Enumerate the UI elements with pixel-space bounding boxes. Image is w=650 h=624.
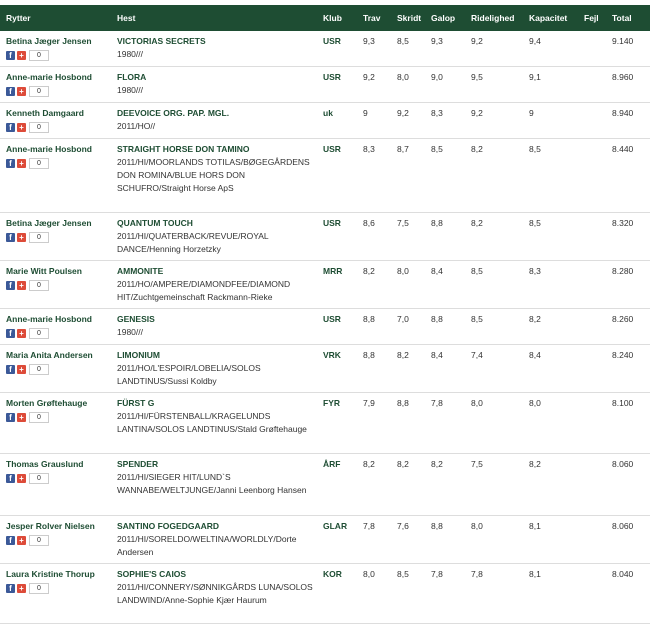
trav-cell: 8,2 <box>357 454 391 516</box>
horse-cell <box>111 393 317 454</box>
rider-name[interactable]: Anne-marie Hosbond <box>6 144 92 154</box>
horse-name[interactable]: LIMONIUM <box>117 350 160 360</box>
ridelighed-cell: 8,2 <box>465 213 523 261</box>
kapacitet-cell: 8,2 <box>523 309 578 345</box>
facebook-icon[interactable]: f <box>6 329 15 338</box>
galop-cell: 8,2 <box>425 454 465 516</box>
rider-cell <box>0 139 111 213</box>
galop-cell: 9,0 <box>425 67 465 103</box>
google-plus-icon[interactable]: + <box>17 474 26 483</box>
galop-cell: 9,3 <box>425 31 465 67</box>
col-rytter[interactable]: Rytter <box>6 13 31 23</box>
total-cell: 9.140 <box>606 31 650 67</box>
galop-cell: 8,5 <box>425 139 465 213</box>
table-row <box>0 213 650 261</box>
fejl-cell <box>578 139 606 213</box>
kapacitet-cell: 8,0 <box>523 393 578 454</box>
klub-cell: USR <box>317 67 357 103</box>
facebook-icon[interactable]: f <box>6 365 15 374</box>
horse-pedigree: 1980/// <box>117 49 143 59</box>
trav-cell: 8,8 <box>357 309 391 345</box>
skridt-cell: 7,5 <box>391 213 425 261</box>
total-cell: 8.960 <box>606 67 650 103</box>
fejl-cell <box>578 31 606 67</box>
google-plus-icon[interactable]: + <box>17 123 26 132</box>
klub-cell: uk <box>317 103 357 139</box>
rider-name[interactable]: Betina Jæger Jensen <box>6 36 92 46</box>
trav-cell: 8,6 <box>357 213 391 261</box>
horse-pedigree: 2011/HI/CONNERY/SØNNIKGÅRDS LUNA/SOLOS LANDWIND/Anne-Sophie Kjær Haurum <box>117 582 313 605</box>
galop-cell: 8,8 <box>425 309 465 345</box>
skridt-cell: 8,2 <box>391 454 425 516</box>
horse-name[interactable]: DEEVOICE ORG. PAP. MGL. <box>117 108 230 118</box>
total-cell: 8.940 <box>606 103 650 139</box>
total-cell: 8.440 <box>606 139 650 213</box>
rider-name[interactable]: Anne-marie Hosbond <box>6 314 92 324</box>
horse-name[interactable]: AMMONITE <box>117 266 164 276</box>
table-row <box>0 309 650 345</box>
fejl-cell <box>578 345 606 393</box>
rider-cell <box>0 213 111 261</box>
facebook-icon[interactable]: f <box>6 87 15 96</box>
skridt-cell: 7,0 <box>391 309 425 345</box>
google-plus-icon[interactable]: + <box>17 159 26 168</box>
share-buttons <box>6 364 111 375</box>
fejl-cell <box>578 261 606 309</box>
klub-cell: USR <box>317 31 357 67</box>
horse-name[interactable]: FÜRST G <box>117 398 155 408</box>
horse-pedigree: 2011/HO// <box>117 121 156 131</box>
skridt-cell: 8,8 <box>391 393 425 454</box>
ridelighed-cell: 7,4 <box>465 345 523 393</box>
facebook-icon[interactable]: f <box>6 474 15 483</box>
google-plus-icon[interactable]: + <box>17 87 26 96</box>
share-count: 0 <box>29 50 49 61</box>
ridelighed-cell: 7,5 <box>465 454 523 516</box>
skridt-cell: 8,2 <box>391 345 425 393</box>
galop-cell: 8,8 <box>425 213 465 261</box>
rider-name[interactable]: Jesper Rolver Nielsen <box>6 521 95 531</box>
horse-cell <box>111 139 317 213</box>
table-row <box>0 564 650 624</box>
google-plus-icon[interactable]: + <box>17 365 26 374</box>
skridt-cell: 8,5 <box>391 564 425 624</box>
google-plus-icon[interactable]: + <box>17 413 26 422</box>
horse-name[interactable]: VICTORIAS SECRETS <box>117 36 206 46</box>
share-count: 0 <box>29 328 49 339</box>
kapacitet-cell: 8,4 <box>523 345 578 393</box>
facebook-icon[interactable]: f <box>6 159 15 168</box>
skridt-cell: 8,5 <box>391 31 425 67</box>
share-count: 0 <box>29 122 49 133</box>
trav-cell: 9 <box>357 103 391 139</box>
share-buttons <box>6 86 111 97</box>
horse-cell <box>111 261 317 309</box>
col-skridt[interactable]: Skridt <box>397 13 422 23</box>
fejl-cell <box>578 309 606 345</box>
kapacitet-cell: 8,1 <box>523 516 578 564</box>
trav-cell: 8,8 <box>357 345 391 393</box>
rider-cell <box>0 261 111 309</box>
share-count: 0 <box>29 280 49 291</box>
trav-cell: 7,9 <box>357 393 391 454</box>
klub-cell: FYR <box>317 393 357 454</box>
klub-cell: KOR <box>317 564 357 624</box>
total-cell: 8.040 <box>606 564 650 624</box>
horse-pedigree: 2011/HI/QUATERBACK/REVUE/ROYAL DANCE/Henning Horzetzky <box>117 231 269 254</box>
table-row <box>0 516 650 564</box>
galop-cell: 7,8 <box>425 393 465 454</box>
google-plus-icon[interactable]: + <box>17 329 26 338</box>
col-fejl[interactable]: Fejl <box>584 13 599 23</box>
rider-cell <box>0 454 111 516</box>
facebook-icon[interactable]: f <box>6 584 15 593</box>
rider-name[interactable]: Thomas Grauslund <box>6 459 84 469</box>
horse-name[interactable]: STRAIGHT HORSE DON TAMINO <box>117 144 250 154</box>
total-cell: 8.060 <box>606 454 650 516</box>
rider-cell <box>0 309 111 345</box>
fejl-cell <box>578 67 606 103</box>
col-total[interactable]: Total <box>612 13 632 23</box>
fejl-cell <box>578 454 606 516</box>
table-row <box>0 31 650 67</box>
horse-cell <box>111 516 317 564</box>
klub-cell: USR <box>317 139 357 213</box>
horse-pedigree: 2011/HO/AMPERE/DIAMONDFEE/DIAMOND HIT/Zuchtgemeinschaft Rackmann-Rieke <box>117 279 291 302</box>
horse-name[interactable]: SANTINO FOGEDGAARD <box>117 521 219 531</box>
share-buttons <box>6 50 111 61</box>
share-buttons <box>6 158 111 169</box>
horse-pedigree: 1980/// <box>117 85 143 95</box>
klub-cell: VRK <box>317 345 357 393</box>
skridt-cell: 9,2 <box>391 103 425 139</box>
horse-pedigree: 2011/HI/SIEGER HIT/LUND`S WANNABE/WELTJUNGE/Janni Leenborg Hansen <box>117 472 307 495</box>
google-plus-icon[interactable]: + <box>17 536 26 545</box>
ridelighed-cell: 8,5 <box>465 309 523 345</box>
col-galop[interactable]: Galop <box>431 13 456 23</box>
share-buttons <box>6 328 111 339</box>
total-cell: 8.100 <box>606 393 650 454</box>
klub-cell: USR <box>317 309 357 345</box>
table-row <box>0 67 650 103</box>
rider-name[interactable]: Anne-marie Hosbond <box>6 72 92 82</box>
klub-cell: USR <box>317 213 357 261</box>
rider-cell <box>0 103 111 139</box>
horse-name[interactable]: FLORA <box>117 72 147 82</box>
kapacitet-cell: 8,2 <box>523 454 578 516</box>
rider-cell <box>0 564 111 624</box>
trav-cell: 8,3 <box>357 139 391 213</box>
google-plus-icon[interactable]: + <box>17 281 26 290</box>
fejl-cell <box>578 393 606 454</box>
share-count: 0 <box>29 535 49 546</box>
share-buttons <box>6 412 111 423</box>
horse-name[interactable]: SOPHIE'S CAIOS <box>117 569 187 579</box>
share-buttons <box>6 473 111 484</box>
rider-cell <box>0 345 111 393</box>
google-plus-icon[interactable]: + <box>17 233 26 242</box>
trav-cell: 9,3 <box>357 31 391 67</box>
share-count: 0 <box>29 364 49 375</box>
horse-pedigree: 2011/HI/FÜRSTENBALL/KRAGELUNDS LANTINA/SOLOS LANDTINUS/Stald Grøftehauge <box>117 411 307 434</box>
skridt-cell: 7,6 <box>391 516 425 564</box>
klub-cell: GLAR <box>317 516 357 564</box>
rider-name[interactable]: Betina Jæger Jensen <box>6 218 92 228</box>
kapacitet-cell: 8,5 <box>523 213 578 261</box>
google-plus-icon[interactable]: + <box>17 51 26 60</box>
trav-cell: 8,0 <box>357 564 391 624</box>
share-count: 0 <box>29 412 49 423</box>
fejl-cell <box>578 213 606 261</box>
results-table <box>0 5 650 624</box>
horse-cell <box>111 103 317 139</box>
total-cell: 8.320 <box>606 213 650 261</box>
table-row <box>0 103 650 139</box>
rider-cell <box>0 393 111 454</box>
klub-cell: MRR <box>317 261 357 309</box>
total-cell: 8.280 <box>606 261 650 309</box>
share-count: 0 <box>29 232 49 243</box>
horse-name[interactable]: QUANTUM TOUCH <box>117 218 193 228</box>
galop-cell: 8,8 <box>425 516 465 564</box>
col-hest[interactable]: Hest <box>117 13 136 23</box>
ridelighed-cell: 9,5 <box>465 67 523 103</box>
horse-cell <box>111 564 317 624</box>
horse-name[interactable]: GENESIS <box>117 314 155 324</box>
trav-cell: 9,2 <box>357 67 391 103</box>
rider-name[interactable]: Morten Grøftehauge <box>6 398 88 408</box>
kapacitet-cell: 8,3 <box>523 261 578 309</box>
ridelighed-cell: 9,2 <box>465 103 523 139</box>
horse-pedigree: 1980/// <box>117 327 143 337</box>
kapacitet-cell: 9,1 <box>523 67 578 103</box>
ridelighed-cell: 8,2 <box>465 139 523 213</box>
share-buttons <box>6 583 111 594</box>
galop-cell: 8,3 <box>425 103 465 139</box>
rider-cell <box>0 516 111 564</box>
share-buttons <box>6 280 111 291</box>
horse-cell <box>111 345 317 393</box>
horse-pedigree: 2011/HI/MOORLANDS TOTILAS/BØGEGÅRDENS DON ROMINA/BLUE HORS DON SCHUFRO/Straight Horse ApS <box>117 157 310 193</box>
rider-cell <box>0 31 111 67</box>
skridt-cell: 8,0 <box>391 67 425 103</box>
horse-pedigree: 2011/HI/SORELDO/WELTINA/WORLDLY/Dorte Andersen <box>117 534 297 557</box>
ridelighed-cell: 8,0 <box>465 393 523 454</box>
horse-cell <box>111 67 317 103</box>
ridelighed-cell: 9,2 <box>465 31 523 67</box>
galop-cell: 8,4 <box>425 345 465 393</box>
galop-cell: 8,4 <box>425 261 465 309</box>
share-buttons <box>6 535 111 546</box>
horse-name[interactable]: SPENDER <box>117 459 159 469</box>
rider-name[interactable]: Laura Kristine Thorup <box>6 569 95 579</box>
kapacitet-cell: 8,5 <box>523 139 578 213</box>
facebook-icon[interactable]: f <box>6 536 15 545</box>
klub-cell: ÅRF <box>317 454 357 516</box>
col-ridelighed[interactable]: Ridelighed <box>471 13 515 23</box>
skridt-cell: 8,0 <box>391 261 425 309</box>
share-count: 0 <box>29 473 49 484</box>
facebook-icon[interactable]: f <box>6 233 15 242</box>
kapacitet-cell: 9,4 <box>523 31 578 67</box>
table-row <box>0 454 650 516</box>
ridelighed-cell: 8,0 <box>465 516 523 564</box>
total-cell: 8.060 <box>606 516 650 564</box>
rider-name[interactable]: Kenneth Damgaard <box>6 108 84 118</box>
ridelighed-cell: 7,8 <box>465 564 523 624</box>
facebook-icon[interactable]: f <box>6 413 15 422</box>
fejl-cell <box>578 564 606 624</box>
table-row <box>0 345 650 393</box>
header-row <box>0 5 650 31</box>
galop-cell: 7,8 <box>425 564 465 624</box>
table-row <box>0 139 650 213</box>
fejl-cell <box>578 516 606 564</box>
facebook-icon[interactable]: f <box>6 123 15 132</box>
trav-cell: 7,8 <box>357 516 391 564</box>
horse-cell <box>111 31 317 67</box>
share-buttons <box>6 122 111 133</box>
facebook-icon[interactable]: f <box>6 51 15 60</box>
rider-name[interactable]: Maria Anita Andersen <box>6 350 93 360</box>
facebook-icon[interactable]: f <box>6 281 15 290</box>
google-plus-icon[interactable]: + <box>17 584 26 593</box>
horse-cell <box>111 309 317 345</box>
rider-name[interactable]: Marie Witt Poulsen <box>6 266 82 276</box>
share-buttons <box>6 232 111 243</box>
trav-cell: 8,2 <box>357 261 391 309</box>
share-count: 0 <box>29 158 49 169</box>
table-row <box>0 393 650 454</box>
table-row <box>0 261 650 309</box>
kapacitet-cell: 9 <box>523 103 578 139</box>
col-trav[interactable]: Trav <box>363 13 381 23</box>
kapacitet-cell: 8,1 <box>523 564 578 624</box>
fejl-cell <box>578 103 606 139</box>
total-cell: 8.240 <box>606 345 650 393</box>
horse-cell <box>111 213 317 261</box>
col-klub[interactable]: Klub <box>323 13 342 23</box>
skridt-cell: 8,7 <box>391 139 425 213</box>
ridelighed-cell: 8,5 <box>465 261 523 309</box>
share-count: 0 <box>29 583 49 594</box>
share-count: 0 <box>29 86 49 97</box>
horse-pedigree: 2011/HO/L'ESPOIR/LOBELIA/SOLOS LANDTINUS/Sussi Koldby <box>117 363 261 386</box>
total-cell: 8.260 <box>606 309 650 345</box>
col-kapacitet[interactable]: Kapacitet <box>529 13 568 23</box>
horse-cell <box>111 454 317 516</box>
rider-cell <box>0 67 111 103</box>
